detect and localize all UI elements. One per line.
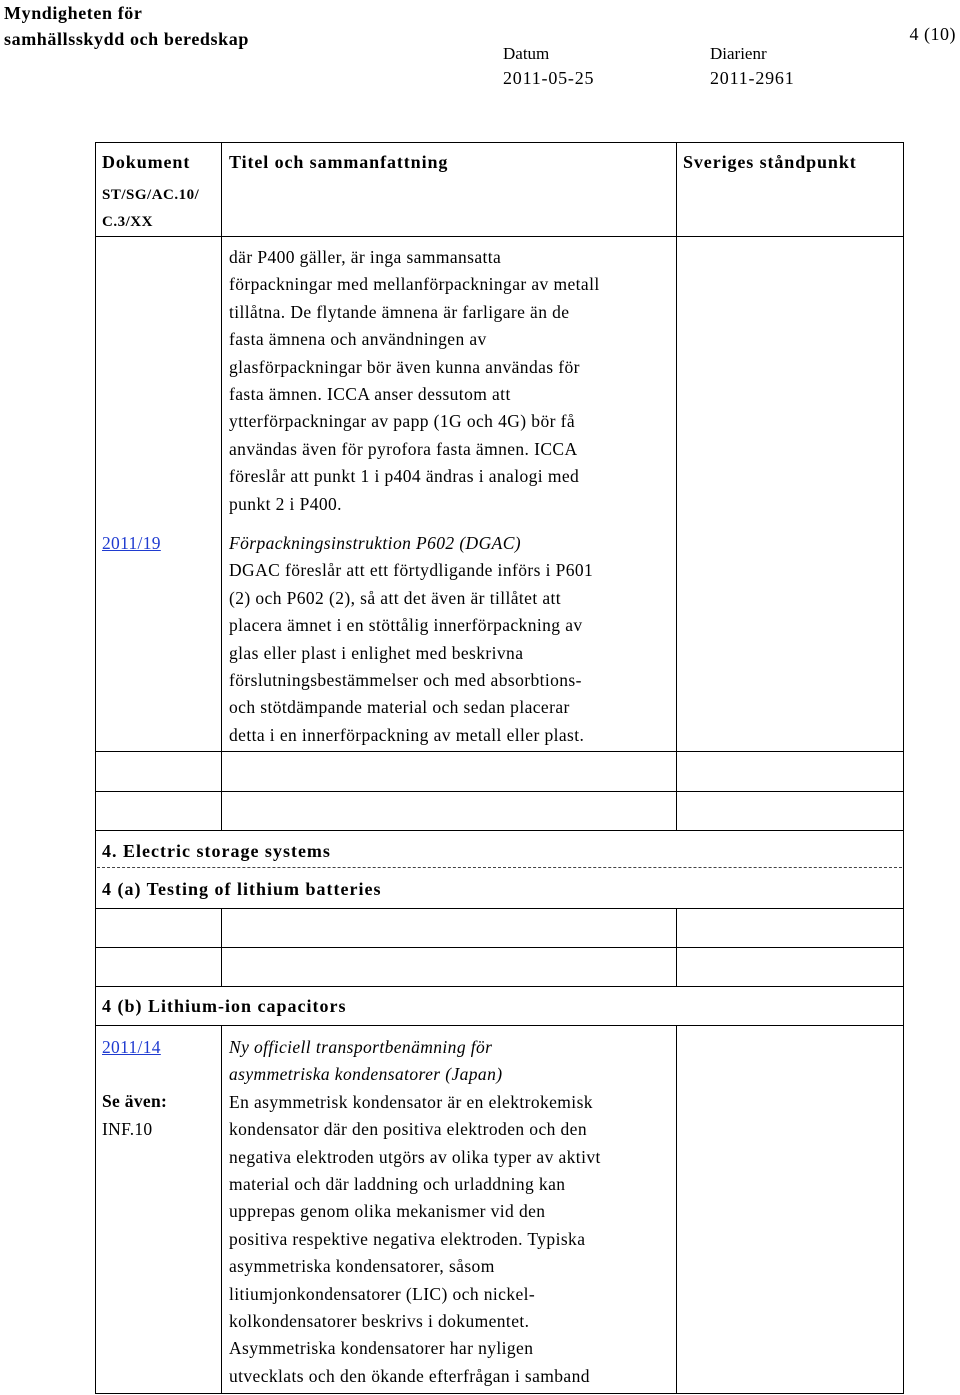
summary-line: upprepas genom olika mekanismer vid den — [229, 1201, 546, 1222]
page-number: 4 (10) — [909, 24, 956, 44]
document-reference-line2: C.3/XX — [102, 214, 153, 230]
agency-name-line1: Myndigheten för — [4, 3, 143, 23]
summary-line: glasförpackningar bör även kunna användas för — [229, 356, 580, 377]
document-reference-line1: ST/SG/AC.10/ — [102, 187, 200, 203]
item-title: Förpackningsinstruktion P602 (DGAC) — [229, 533, 522, 553]
agency-name-line2: samhällsskydd och beredskap — [4, 29, 249, 49]
summary-line: förslutningsbestämmelser och med absorbtions- — [229, 670, 582, 691]
summary-line: där P400 gäller, är inga sammansatta — [229, 247, 502, 267]
diarienr-label: Diarienr — [710, 44, 767, 63]
subsection-heading-lithium-ion-capacitors: 4 (b) Lithium-ion capacitors — [102, 996, 347, 1016]
item-2011-14-reference — [102, 1034, 167, 1143]
item-2011-19-summary — [229, 530, 674, 749]
summary-line: placera ämnet i en stöttålig innerförpackning av — [229, 615, 583, 636]
see-also-label: Se även: — [102, 1091, 168, 1112]
item-2011-14-summary — [229, 1034, 674, 1390]
see-also-reference: INF.10 — [102, 1118, 153, 1139]
item-title-line1: Ny officiell transportbenämning för — [229, 1037, 493, 1057]
summary-line: Asymmetriska kondensatorer har nyligen — [229, 1338, 534, 1359]
item-title-line2: asymmetriska kondensatorer (Japan) — [229, 1064, 503, 1085]
summary-line: DGAC föreslår att ett förtydligande införs i P601 — [229, 560, 594, 581]
summary-line: fasta ämnena och användningen av — [229, 329, 487, 350]
column-header-position: Sveriges ståndpunkt — [683, 152, 857, 172]
summary-line: användas även för pyrofora fasta ämnen. ICCA — [229, 438, 578, 459]
spacer — [102, 1061, 167, 1088]
summary-line: negativa elektroden utgörs av olika typer av aktivt — [229, 1146, 601, 1167]
column-header-document: Dokument — [102, 152, 191, 172]
summary-line: glas eller plast i enlighet med beskrivna — [229, 642, 524, 663]
summary-line: utvecklats och den ökande efterfrågan i samband — [229, 1365, 590, 1386]
summary-line: tillåtna. De flytande ämnena är farligare än de — [229, 301, 570, 322]
continued-summary — [229, 244, 674, 518]
summary-line: kondensator där den positiva elektroden och den — [229, 1119, 587, 1140]
diarienr-value: 2011-2961 — [710, 68, 795, 88]
date-label: Datum — [503, 44, 550, 63]
summary-line: punkt 2 i P400. — [229, 493, 342, 514]
summary-line: ytterförpackningar av papp (1G och 4G) bör få — [229, 411, 575, 432]
summary-line: litiumjonkondensatorer (LIC) och nickel- — [229, 1283, 536, 1304]
section-heading-electric-storage: 4. Electric storage systems — [102, 841, 331, 861]
document-reference — [102, 182, 199, 236]
agency-name — [4, 0, 249, 52]
summary-line: En asymmetrisk kondensator är en elektrokemisk — [229, 1091, 593, 1112]
summary-line: föreslår att punkt 1 i p404 ändras i analogi med — [229, 466, 580, 487]
column-header-title: Titel och sammanfattning — [229, 152, 449, 172]
summary-line: material och där laddning och urladdning kan — [229, 1174, 566, 1195]
document-link-2011-19[interactable]: 2011/19 — [102, 533, 161, 553]
document-link-2011-14[interactable]: 2011/14 — [102, 1037, 161, 1057]
summary-line: (2) och P602 (2), så att det även är tillåtet att — [229, 587, 562, 608]
summary-line: kolkondensatorer beskrivs i dokumentet. — [229, 1311, 530, 1332]
subsection-heading-lithium-batteries: 4 (a) Testing of lithium batteries — [102, 879, 382, 899]
summary-line: och stötdämpande material och sedan placerar — [229, 697, 570, 718]
date-value: 2011-05-25 — [503, 68, 595, 88]
summary-line: positiva respektive negativa elektroden. Typiska — [229, 1228, 586, 1249]
summary-line: asymmetriska kondensatorer, såsom — [229, 1256, 495, 1277]
summary-line: detta i en innerförpackning av metall eller plast. — [229, 724, 585, 745]
summary-line: förpackningar med mellanförpackningar av metall — [229, 274, 600, 295]
summary-line: fasta ämnen. ICCA anser dessutom att — [229, 384, 511, 405]
